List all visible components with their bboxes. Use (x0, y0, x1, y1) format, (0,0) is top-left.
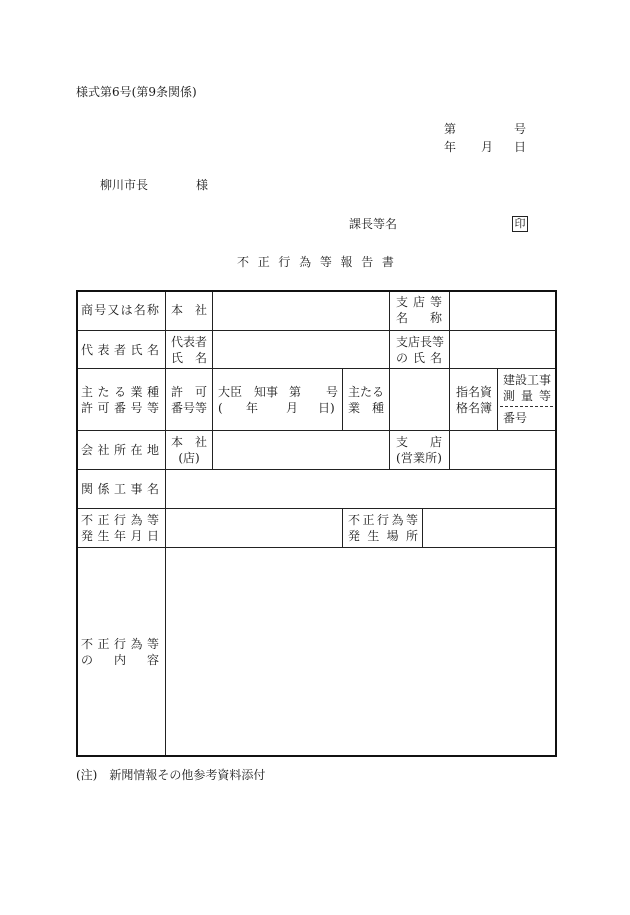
representative-label (81, 342, 159, 358)
glyph: 種 (146, 384, 159, 399)
glyph: 事 (130, 482, 143, 496)
date-year-label: 年 (444, 140, 457, 154)
branch-address-label-line2 (396, 450, 442, 466)
glyph: 可 (194, 384, 207, 399)
glyph: 社 (194, 303, 207, 317)
permit-date-month-label: 月 (286, 400, 299, 415)
glyph: 等 (432, 334, 445, 349)
glyph: 月 (130, 529, 143, 543)
glyph: の (81, 653, 94, 667)
glyph: 測 (503, 389, 516, 403)
glyph: 事 (539, 373, 552, 387)
category-label-block (500, 369, 553, 407)
permit-number-label-line2 (171, 400, 207, 416)
glyph: 名 (468, 384, 481, 399)
glyph: 社 (97, 443, 110, 457)
address-label-cell (76, 431, 166, 470)
glyph: 生 (367, 529, 380, 543)
representative-name-field (213, 331, 390, 369)
glyph: 工 (527, 373, 540, 387)
branch-name-label-cell (390, 290, 450, 331)
glyph: 許 (171, 384, 184, 399)
business-permit-label-line1 (81, 384, 159, 400)
head-office-address-field (213, 431, 390, 470)
glyph: 支 (396, 334, 409, 349)
report-table (76, 290, 557, 757)
glyph: 等 (538, 389, 551, 403)
glyph: 名 (133, 303, 146, 317)
glyph: 為 (130, 513, 143, 527)
glyph: 種 (371, 400, 384, 415)
representative-sub-label-line2 (171, 350, 207, 366)
glyph: 正 (97, 637, 110, 651)
branch-address-label-line1 (396, 434, 442, 450)
glyph: 業 (348, 400, 361, 415)
details-field (166, 548, 557, 757)
occurrence-date-label-line1 (81, 512, 159, 528)
permit-date-day-label: 日) (318, 400, 335, 415)
glyph: 支 (396, 435, 409, 449)
date-month-label: 月 (481, 140, 494, 154)
glyph: 在 (130, 443, 143, 457)
glyph: 不 (237, 255, 250, 269)
project-name-field (166, 470, 557, 509)
footnote: (注) 新聞情報その他参考資料添付 (76, 768, 266, 782)
branch-manager-name-field (450, 331, 557, 369)
glyph: 名 (396, 311, 409, 325)
glyph: 主 (348, 384, 361, 399)
glyph: 名 (194, 350, 207, 365)
glyph: 等 (146, 400, 159, 415)
glyph: 関 (81, 482, 94, 496)
branch-address-label-cell (390, 431, 450, 470)
glyph: 量 (520, 389, 533, 403)
glyph: ) (437, 451, 442, 465)
occurrence-date-field (166, 509, 343, 548)
number-suffix-label: 号 (326, 384, 339, 399)
permit-date-year-label: 年 (246, 400, 259, 415)
glyph: 係 (97, 482, 110, 496)
seal-stamp-box: 印 (512, 216, 528, 232)
glyph: 業 (412, 451, 425, 465)
branch-manager-label-line1 (396, 334, 445, 350)
glyph: 会 (81, 443, 94, 457)
main-business-field (390, 369, 450, 431)
qualification-list-label-cell (450, 369, 498, 431)
glyph: 建 (503, 373, 516, 387)
number-prefix-label: 第 (289, 384, 302, 399)
glyph: 所 (425, 451, 438, 465)
glyph: 業 (130, 384, 143, 399)
glyph: 又 (107, 303, 120, 317)
glyph: の (396, 350, 409, 365)
glyph: 氏 (130, 342, 143, 357)
project-label (81, 481, 159, 497)
occurrence-date-label-line2 (81, 528, 159, 544)
glyph: 書 (381, 255, 394, 269)
glyph: 等 (319, 255, 332, 269)
main-business-label-line2 (348, 400, 384, 416)
category-label-line1 (503, 372, 551, 388)
recipient-name: 柳川市長 (100, 178, 149, 192)
glyph: 社 (194, 435, 207, 449)
glyph: 可 (97, 400, 110, 415)
glyph: る (113, 384, 126, 399)
glyph: 等 (146, 513, 159, 527)
glyph: 所 (405, 529, 418, 543)
qualification-list-label-line2 (456, 400, 493, 416)
glyph: 許 (81, 400, 94, 415)
representative-sub-label-cell (166, 331, 213, 369)
occurrence-place-label-line1 (348, 512, 418, 528)
glyph: 指 (456, 384, 469, 399)
document-number-suffix: 号 (514, 122, 527, 136)
glyph: 表 (97, 342, 110, 357)
category-number-label: 番号 (503, 411, 528, 425)
minister-label: 大臣 (218, 384, 243, 399)
glyph: 氏 (171, 350, 184, 365)
glyph: 行 (113, 513, 126, 527)
glyph: 支 (396, 295, 409, 309)
company-name-label (81, 302, 159, 318)
glyph: 氏 (412, 350, 425, 365)
glyph: る (372, 384, 385, 399)
glyph: 者 (113, 342, 126, 357)
glyph: 営 (400, 451, 413, 465)
glyph: 報 (340, 255, 353, 269)
business-permit-label-line2 (81, 400, 159, 416)
glyph: 名 (146, 342, 159, 357)
glyph: 等 (146, 637, 159, 651)
glyph: 地 (146, 443, 159, 457)
occurrence-place-label-cell (343, 509, 423, 548)
glyph: た (360, 384, 373, 399)
glyph: 号 (183, 400, 196, 415)
permit-line-authority (213, 384, 342, 400)
company-name-label-cell (76, 290, 166, 331)
glyph: 発 (81, 529, 94, 543)
glyph: 発 (348, 529, 361, 543)
glyph: 本 (171, 435, 184, 449)
glyph: 設 (515, 373, 528, 387)
document-number-prefix: 第 (444, 122, 457, 136)
glyph: 生 (97, 529, 110, 543)
glyph: 者 (195, 334, 208, 349)
head-office-label-cell (166, 290, 213, 331)
occurrence-place-field (423, 509, 557, 548)
representative-sub-label-line1 (171, 334, 207, 350)
form-number: 様式第6号(第9条関係) (76, 85, 197, 99)
glyph: ( (396, 451, 401, 465)
head-office-name-field (213, 290, 390, 331)
branch-name-label-line2 (396, 310, 442, 326)
qualification-list-label-line1 (456, 384, 493, 400)
branch-name-field (450, 290, 557, 331)
glyph: 内 (113, 653, 126, 667)
main-business-label-line1 (348, 384, 384, 400)
glyph: 為 (130, 637, 143, 651)
glyph: 不 (348, 513, 361, 527)
branch-address-field (450, 431, 557, 470)
glyph: 格 (456, 400, 469, 415)
details-label-line2 (81, 652, 159, 668)
occurrence-date-label-cell (76, 509, 166, 548)
permit-number-label-line1 (171, 384, 207, 400)
glyph: 不 (81, 637, 94, 651)
glyph: 称 (429, 311, 442, 325)
glyph: 名 (429, 350, 442, 365)
main-business-label-cell (343, 369, 390, 431)
glyph: 場 (386, 529, 399, 543)
details-label-cell (76, 548, 166, 757)
glyph: た (97, 384, 110, 399)
glyph: 代 (81, 342, 94, 357)
glyph: 長 (420, 334, 433, 349)
permit-line-date (213, 400, 342, 416)
details-label-line1 (81, 636, 159, 652)
glyph: 表 (183, 334, 196, 349)
glyph: 行 (113, 637, 126, 651)
glyph: 日 (146, 529, 159, 543)
date-day-label: 日 (514, 140, 527, 154)
head-office-address-label-line1 (171, 434, 207, 450)
document-title (237, 254, 394, 270)
glyph: 正 (97, 513, 110, 527)
glyph: 商 (81, 303, 94, 317)
glyph: 番 (171, 400, 184, 415)
glyph: 号 (130, 400, 143, 415)
head-office-address-label-cell (166, 431, 213, 470)
head-office-label (171, 302, 207, 318)
glyph: 工 (113, 482, 126, 496)
glyph: 本 (171, 303, 184, 317)
glyph: 正 (257, 255, 270, 269)
address-label (81, 442, 159, 458)
glyph: 正 (362, 513, 375, 527)
permit-number-label-cell (166, 369, 213, 431)
glyph: 代 (171, 334, 184, 349)
branch-manager-label-cell (390, 331, 450, 369)
glyph: 番 (113, 400, 126, 415)
glyph: は (120, 303, 133, 317)
business-permit-label-cell (76, 369, 166, 431)
glyph: 等 (429, 295, 442, 309)
glyph: 行 (278, 255, 291, 269)
glyph: 不 (81, 513, 94, 527)
glyph: 年 (113, 529, 126, 543)
head-office-address-label-line2: (店) (178, 451, 200, 465)
permit-number-field (213, 369, 343, 431)
glyph: 行 (376, 513, 389, 527)
project-label-cell (76, 470, 166, 509)
glyph: 告 (361, 255, 374, 269)
glyph: 称 (146, 303, 159, 317)
glyph: 名 (146, 482, 159, 496)
glyph: 等 (405, 513, 418, 527)
glyph: 店 (408, 334, 421, 349)
glyph: 等 (195, 400, 208, 415)
category-label-line2 (503, 388, 551, 404)
representative-label-cell (76, 331, 166, 369)
glyph: 為 (299, 255, 312, 269)
glyph: 店 (412, 295, 425, 309)
branch-manager-label-line2 (396, 350, 442, 366)
glyph: 店 (429, 435, 442, 449)
glyph: 簿 (480, 400, 493, 415)
occurrence-place-label-line2 (348, 528, 418, 544)
glyph: 名 (468, 400, 481, 415)
glyph: 号 (94, 303, 107, 317)
branch-name-label-line1 (396, 294, 442, 310)
recipient-honorific: 様 (196, 178, 209, 192)
glyph: 容 (146, 653, 159, 667)
qualification-category-cell (498, 369, 557, 431)
glyph: 資 (480, 384, 493, 399)
governor-label: 知事 (254, 384, 279, 399)
glyph: 為 (391, 513, 404, 527)
permit-date-open-paren: ( (218, 400, 223, 415)
glyph: 主 (81, 384, 94, 399)
glyph: 所 (113, 443, 126, 457)
sender-label: 課長等名 (349, 217, 398, 231)
